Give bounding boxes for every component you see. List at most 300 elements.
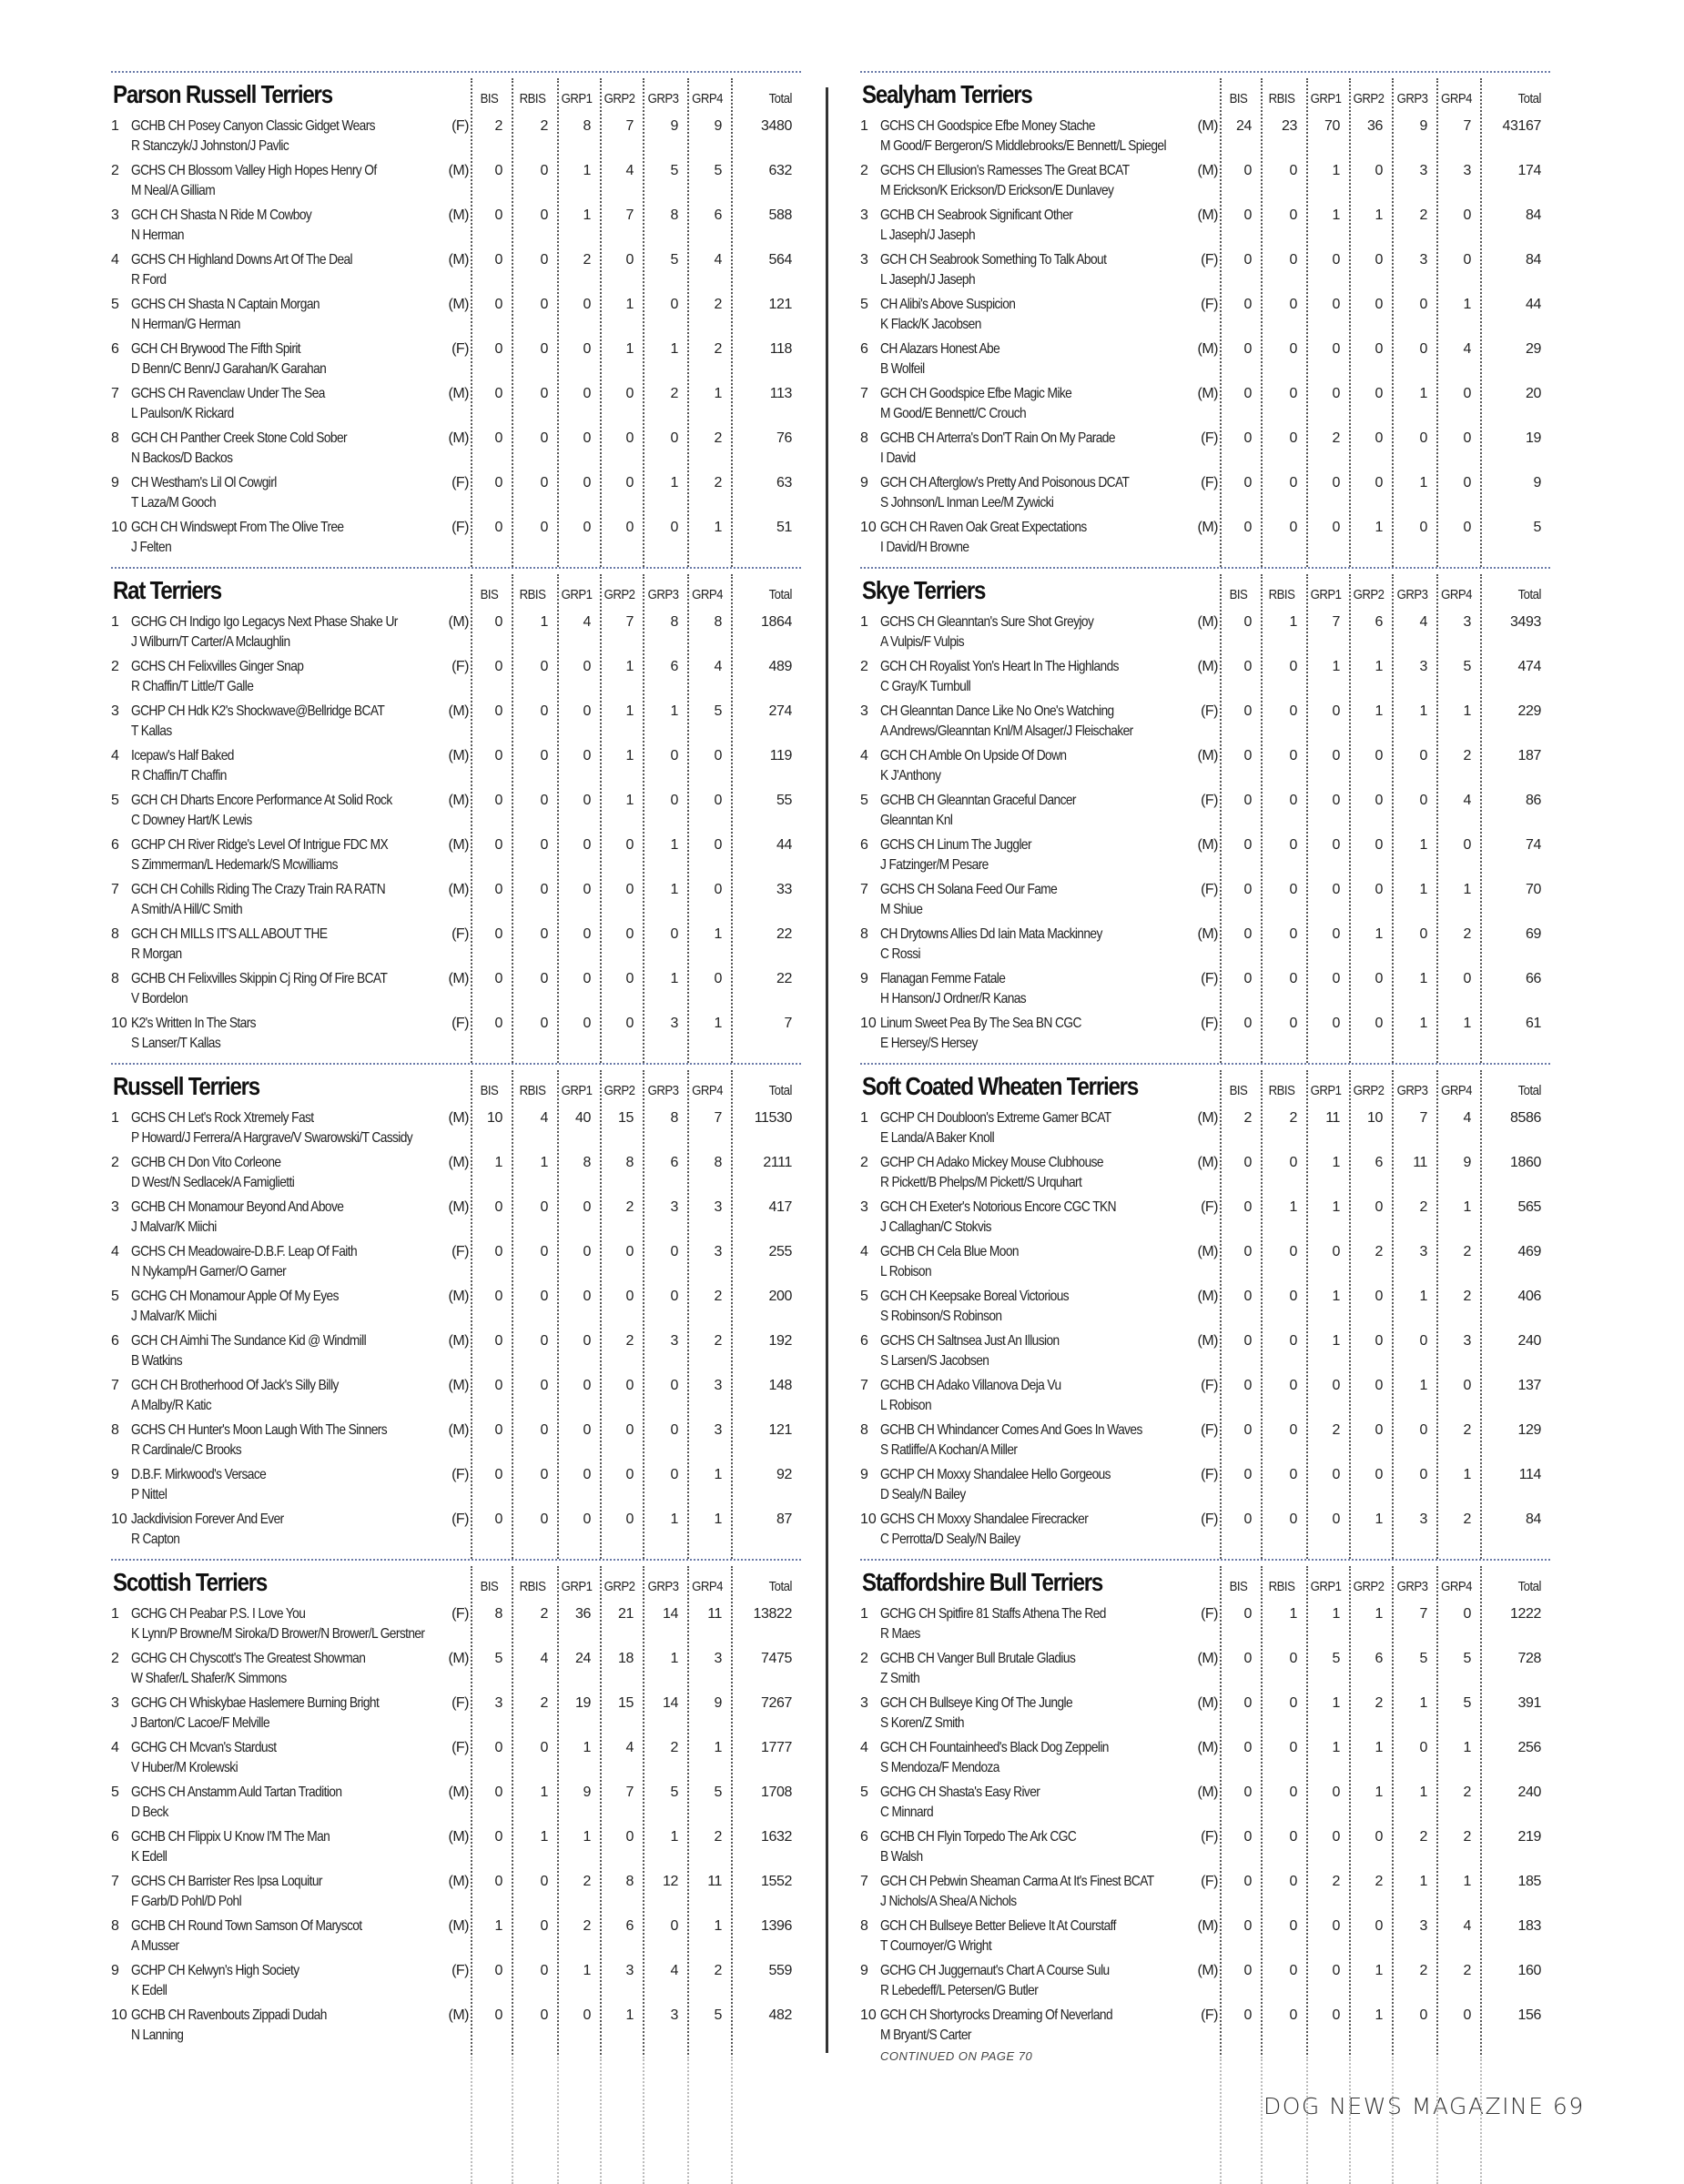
column-separator-tail	[643, 2057, 644, 2184]
stat-total: 51	[776, 520, 792, 535]
stat-grp4: 1	[1463, 1740, 1471, 1755]
ranking-entry	[860, 163, 1550, 207]
dog-name: GCHG CH Whiskybae Haslemere Burning Bright	[131, 1695, 380, 1711]
ranking-entry	[111, 520, 801, 563]
ranking-entry	[111, 430, 801, 474]
stat-grp1: 0	[583, 1199, 591, 1215]
stat-total: 7	[784, 1016, 792, 1031]
stat-rbis: 0	[1289, 297, 1297, 312]
column-separator-tail	[1480, 2057, 1482, 2184]
dog-name: GCHP CH River Ridge's Level Of Intrigue FDC MX	[131, 837, 389, 853]
stat-grp1: 1	[1332, 1199, 1340, 1215]
dog-name: CH Alibi's Above Suspicion	[880, 297, 1016, 312]
stat-bis: 0	[1243, 1155, 1252, 1170]
ranking-entry	[111, 386, 801, 430]
header-grp1: GRP1	[1310, 1579, 1342, 1594]
stat-bis: 0	[1243, 748, 1252, 763]
stat-grp2: 1	[1375, 2007, 1383, 2023]
dog-name: GCHS CH Solana Feed Our Fame	[880, 882, 1058, 897]
stat-rbis: 0	[540, 1016, 548, 1031]
stat-total: 33	[776, 882, 792, 897]
header-total: Total	[768, 587, 792, 602]
stat-rbis: 0	[540, 1874, 548, 1889]
entry-rank: 9	[860, 1467, 868, 1482]
stat-grp2: 18	[618, 1651, 634, 1666]
stat-bis: 0	[1243, 386, 1252, 401]
owner-names: J Callaghan/C Stokvis	[880, 1219, 991, 1235]
column-separator-tail	[731, 2057, 733, 2184]
stat-grp2: 1	[1375, 207, 1383, 223]
stat-grp2: 1	[1375, 1606, 1383, 1622]
stat-total: 7267	[761, 1695, 792, 1711]
stat-grp3: 0	[1419, 1740, 1427, 1755]
stat-bis: 0	[494, 1333, 502, 1349]
dog-name: GCH CH Aimhi The Sundance Kid @ Windmill	[131, 1333, 367, 1349]
stat-rbis: 0	[540, 1378, 548, 1393]
entry-rank: 1	[860, 1606, 868, 1622]
stat-grp2: 4	[625, 1740, 634, 1755]
stat-bis: 0	[494, 1467, 502, 1482]
stat-bis: 0	[494, 1244, 502, 1259]
owner-names: Z Smith	[880, 1671, 920, 1686]
ranking-entry	[860, 1918, 1550, 1962]
entry-rank: 6	[860, 341, 868, 357]
dog-name: GCH CH Dharts Encore Performance At Solid Rock	[131, 793, 392, 808]
stat-total: 113	[769, 386, 792, 401]
stat-bis: 0	[494, 1199, 502, 1215]
owner-names: N Backos/D Backos	[131, 450, 233, 466]
stat-grp4: 2	[1463, 926, 1471, 942]
stat-grp3: 0	[1419, 430, 1427, 446]
dog-name: GCHB CH Don Vito Corleone	[131, 1155, 281, 1170]
stat-grp1: 0	[1332, 1467, 1340, 1482]
dog-name: GCH CH Fountainheed's Black Dog Zeppelin	[880, 1740, 1109, 1755]
stat-total: 632	[768, 163, 792, 178]
owner-names: S Lanser/T Kallas	[131, 1036, 221, 1051]
ranking-entry	[860, 1606, 1550, 1650]
dog-sex: (M)	[448, 1378, 469, 1393]
stat-grp2: 0	[625, 1244, 634, 1259]
stat-grp3: 1	[670, 837, 678, 853]
section-header	[111, 1568, 801, 1601]
owner-names: L Robison	[880, 1398, 932, 1413]
stat-rbis: 0	[1289, 341, 1297, 357]
stat-rbis: 0	[1289, 1244, 1297, 1259]
entry-rank: 1	[111, 1110, 119, 1126]
stat-rbis: 0	[1289, 1016, 1297, 1031]
owner-names: M Good/F Bergeron/S Middlebrooks/E Bennett/L Spiegel	[880, 138, 1166, 154]
entry-rank: 4	[860, 1244, 868, 1259]
ranking-entry	[111, 1874, 801, 1917]
dog-sex: (M)	[1197, 1740, 1218, 1755]
owner-names: K Edell	[131, 1849, 167, 1865]
stat-grp3: 9	[1419, 118, 1427, 134]
column-separator-tail	[1349, 2057, 1351, 2184]
header-grp1: GRP1	[1310, 587, 1342, 602]
dog-sex: (F)	[1201, 1829, 1218, 1845]
stat-grp4: 2	[714, 430, 722, 446]
stat-grp2: 1	[625, 2007, 634, 2023]
stat-grp2: 0	[1375, 252, 1383, 268]
entry-rank: 10	[111, 1512, 127, 1527]
stat-grp2: 1	[625, 341, 634, 357]
dog-name: GCHS CH Shasta N Captain Morgan	[131, 297, 320, 312]
owner-names: A Smith/A Hill/C Smith	[131, 902, 243, 917]
stat-grp2: 0	[625, 386, 634, 401]
stat-bis: 0	[1243, 1695, 1252, 1711]
stat-grp1: 0	[1332, 1244, 1340, 1259]
stat-total: 20	[1526, 386, 1541, 401]
stat-grp3: 1	[1419, 1695, 1427, 1711]
stat-bis: 0	[1243, 207, 1252, 223]
dog-sex: (M)	[448, 748, 469, 763]
stat-grp3: 0	[670, 297, 678, 312]
dog-name: GCH CH Cohills Riding The Crazy Train RA RATN	[131, 882, 386, 897]
stat-bis: 0	[1243, 659, 1252, 674]
owner-names: R Ford	[131, 272, 167, 288]
dog-sex: (M)	[448, 297, 469, 312]
dog-name: GCHB CH Arterra's Don'T Rain On My Parade	[880, 430, 1115, 446]
header-grp3: GRP3	[647, 1083, 679, 1098]
stat-grp3: 1	[1419, 1874, 1427, 1889]
stat-grp3: 2	[1419, 1199, 1427, 1215]
stat-rbis: 0	[540, 882, 548, 897]
stat-grp4: 5	[714, 703, 722, 719]
stat-grp1: 0	[1332, 252, 1340, 268]
dog-sex: (M)	[1197, 1155, 1218, 1170]
stat-grp1: 0	[1332, 520, 1340, 535]
dog-name: GCHB CH Vanger Bull Brutale Gladius	[880, 1651, 1076, 1666]
stat-grp3: 8	[670, 1110, 678, 1126]
stat-grp3: 7	[1419, 1606, 1427, 1622]
entry-rank: 6	[111, 1829, 119, 1845]
owner-names: M Good/E Bennett/C Crouch	[880, 406, 1027, 421]
dog-sex: (M)	[448, 252, 469, 268]
header-grp3: GRP3	[647, 1579, 679, 1594]
stat-grp2: 7	[625, 1785, 634, 1800]
stat-grp3: 0	[1419, 1467, 1427, 1482]
header-grp2: GRP2	[1353, 1083, 1385, 1098]
stat-grp3: 0	[670, 748, 678, 763]
dog-sex: (M)	[448, 430, 469, 446]
stat-grp4: 1	[1463, 703, 1471, 719]
owner-names: F Garb/D Pohl/D Pohl	[131, 1894, 242, 1909]
stat-grp2: 0	[625, 837, 634, 853]
entry-rank: 8	[860, 430, 868, 446]
stat-grp2: 0	[625, 1016, 634, 1031]
stat-grp2: 0	[1375, 748, 1383, 763]
stat-grp2: 6	[625, 1918, 634, 1934]
dog-sex: (M)	[448, 1333, 469, 1349]
owner-names: L Paulson/K Rickard	[131, 406, 234, 421]
stat-rbis: 0	[1289, 207, 1297, 223]
stat-grp2: 0	[1375, 341, 1383, 357]
stat-grp1: 0	[1332, 1829, 1340, 1845]
stat-rbis: 0	[1289, 1785, 1297, 1800]
header-grp4: GRP4	[692, 587, 723, 602]
entry-rank: 6	[111, 1333, 119, 1349]
stat-total: 559	[768, 1963, 792, 1978]
dog-sex: (F)	[451, 1512, 469, 1527]
stat-grp1: 1	[1332, 1695, 1340, 1711]
stat-rbis: 0	[540, 520, 548, 535]
stat-bis: 0	[494, 703, 502, 719]
ranking-entry	[111, 118, 801, 162]
stat-grp3: 2	[1419, 207, 1427, 223]
stat-grp2: 0	[1375, 1289, 1383, 1304]
stat-grp3: 5	[670, 163, 678, 178]
stat-total: 63	[776, 475, 792, 490]
stat-bis: 1	[494, 1155, 502, 1170]
stat-total: 92	[776, 1467, 792, 1482]
stat-bis: 0	[1243, 1016, 1252, 1031]
stat-grp1: 0	[583, 386, 591, 401]
entry-rank: 2	[111, 1155, 119, 1170]
dog-sex: (F)	[1201, 1422, 1218, 1438]
stat-grp2: 1	[625, 659, 634, 674]
owner-names: K Flack/K Jacobsen	[880, 317, 981, 332]
stat-grp2: 0	[625, 520, 634, 535]
owner-names: M Shiue	[880, 902, 923, 917]
stat-rbis: 0	[540, 1422, 548, 1438]
owner-names: D Beck	[131, 1805, 168, 1820]
stat-grp3: 6	[670, 659, 678, 674]
breed-title: Scottish Terriers	[113, 1568, 268, 1596]
entry-rank: 2	[860, 1155, 868, 1170]
owner-names: W Shafer/L Shafer/K Simmons	[131, 1671, 287, 1686]
stat-total: 406	[1517, 1289, 1541, 1304]
stat-grp2: 1	[1375, 1785, 1383, 1800]
stat-bis: 0	[1243, 1651, 1252, 1666]
owner-names: Gleanntan Knl	[880, 813, 953, 828]
dog-sex: (F)	[1201, 2007, 1218, 2023]
stat-total: 7475	[761, 1651, 792, 1666]
stat-total: 564	[768, 252, 792, 268]
ranking-entry	[860, 520, 1550, 563]
dog-sex: (M)	[1197, 520, 1218, 535]
stat-grp1: 0	[1332, 1918, 1340, 1934]
stat-grp3: 4	[670, 1963, 678, 1978]
entry-rank: 3	[860, 1199, 868, 1215]
entry-rank: 1	[111, 118, 119, 134]
column-separator-tail	[687, 2057, 689, 2184]
entry-rank: 10	[860, 1512, 877, 1527]
dog-name: GCH CH Pebwin Sheaman Carma At It's Finest BCAT	[880, 1874, 1154, 1889]
stat-grp2: 0	[1375, 297, 1383, 312]
dog-name: GCH CH Royalist Yon's Heart In The Highlands	[880, 659, 1119, 674]
continued-note: CONTINUED ON PAGE 70	[880, 2049, 1033, 2063]
stat-bis: 0	[494, 926, 502, 942]
ranking-entry	[860, 207, 1550, 251]
stat-total: 1222	[1510, 1606, 1541, 1622]
dog-name: GCHS CH Ravenclaw Under The Sea	[131, 386, 325, 401]
stat-total: 274	[768, 703, 792, 719]
dog-sex: (M)	[448, 1874, 469, 1889]
dog-sex: (M)	[448, 1651, 469, 1666]
stat-bis: 0	[494, 1785, 502, 1800]
stat-total: 22	[776, 971, 792, 986]
ranking-entry	[111, 1740, 801, 1784]
column-separator-tail	[1220, 2057, 1222, 2184]
dog-sex: (F)	[1201, 430, 1218, 446]
stat-grp2: 1	[625, 748, 634, 763]
stat-grp2: 0	[625, 1378, 634, 1393]
stat-bis: 0	[1243, 475, 1252, 490]
dog-name: GCHB CH Round Town Samson Of Maryscot	[131, 1918, 362, 1934]
stat-rbis: 0	[1289, 430, 1297, 446]
breed-section	[860, 1559, 1550, 2055]
dog-sex: (F)	[1201, 1199, 1218, 1215]
stat-grp3: 0	[670, 430, 678, 446]
stat-bis: 5	[494, 1651, 502, 1666]
owner-names: J Fatzinger/M Pesare	[880, 857, 989, 873]
header-grp3: GRP3	[1396, 1083, 1428, 1098]
owner-names: M Erickson/K Erickson/D Erickson/E Dunlavey	[880, 183, 1114, 198]
breed-title: Skye Terriers	[862, 576, 986, 604]
stat-grp2: 21	[618, 1606, 634, 1622]
entry-rank: 3	[111, 1695, 119, 1711]
stat-rbis: 0	[540, 2007, 548, 2023]
dog-sex: (M)	[1197, 1651, 1218, 1666]
stat-grp4: 2	[1463, 1829, 1471, 1845]
stat-grp4: 0	[1463, 252, 1471, 268]
ranking-entry	[111, 341, 801, 385]
dog-name: GCHB CH Monamour Beyond And Above	[131, 1199, 344, 1215]
ranking-entry	[111, 1695, 801, 1739]
stat-grp1: 0	[583, 793, 591, 808]
entry-rank: 2	[860, 1651, 868, 1666]
stat-total: 192	[768, 1333, 792, 1349]
ranking-entry	[111, 1785, 801, 1828]
stat-bis: 0	[494, 748, 502, 763]
dog-sex: (M)	[1197, 614, 1218, 630]
stat-grp1: 2	[1332, 1422, 1340, 1438]
stat-grp4: 3	[1463, 1333, 1471, 1349]
stat-rbis: 1	[540, 1155, 548, 1170]
owner-names: J Malvar/K Miichi	[131, 1219, 217, 1235]
dog-sex: (M)	[1197, 386, 1218, 401]
stat-grp4: 4	[1463, 793, 1471, 808]
dog-sex: (M)	[448, 1918, 469, 1934]
breed-title: Soft Coated Wheaten Terriers	[862, 1072, 1139, 1100]
stat-grp1: 1	[1332, 1155, 1340, 1170]
column-separator-tail	[1392, 2057, 1394, 2184]
stat-total: 86	[1526, 793, 1541, 808]
dog-name: GCH CH Raven Oak Great Expectations	[880, 520, 1087, 535]
breed-section	[111, 1559, 801, 2055]
ranking-entry	[860, 1422, 1550, 1466]
stat-grp4: 2	[1463, 1785, 1471, 1800]
stat-bis: 0	[1243, 971, 1252, 986]
dog-sex: (M)	[1197, 1695, 1218, 1711]
entry-rank: 2	[111, 163, 119, 178]
dog-sex: (M)	[448, 882, 469, 897]
stat-grp3: 3	[670, 1333, 678, 1349]
header-bis: BIS	[1229, 1083, 1248, 1098]
dog-sex: (M)	[1197, 1963, 1218, 1978]
header-grp2: GRP2	[604, 587, 635, 602]
header-grp4: GRP4	[1441, 1083, 1472, 1098]
ranking-entry	[860, 1829, 1550, 1873]
stat-grp1: 2	[583, 1918, 591, 1934]
stat-grp3: 3	[1419, 252, 1427, 268]
ranking-entry	[111, 1155, 801, 1198]
owner-names: R Pickett/B Phelps/M Pickett/S Urquhart	[880, 1175, 1082, 1190]
stat-rbis: 0	[1289, 1422, 1297, 1438]
header-grp2: GRP2	[604, 1579, 635, 1594]
stat-rbis: 0	[540, 793, 548, 808]
stat-grp3: 3	[1419, 1918, 1427, 1934]
owner-names: A Vulpis/F Vulpis	[880, 634, 964, 650]
stat-grp3: 0	[1419, 520, 1427, 535]
dog-name: GCHG CH Chyscott's The Greatest Showman	[131, 1651, 366, 1666]
stat-rbis: 0	[540, 659, 548, 674]
stat-grp2: 0	[1375, 1016, 1383, 1031]
owner-names: J Felten	[131, 540, 172, 555]
stat-bis: 0	[494, 297, 502, 312]
header-grp4: GRP4	[692, 1579, 723, 1594]
dog-name: GCH CH Amble On Upside Of Down	[880, 748, 1067, 763]
entry-rank: 5	[860, 793, 868, 808]
entry-rank: 4	[111, 252, 119, 268]
dog-sex: (F)	[451, 926, 469, 942]
entry-rank: 5	[860, 1289, 868, 1304]
header-total: Total	[768, 1579, 792, 1594]
stat-grp2: 1	[1375, 520, 1383, 535]
stat-grp4: 0	[1463, 837, 1471, 853]
header-grp2: GRP2	[1353, 91, 1385, 106]
entry-rank: 2	[111, 1651, 119, 1666]
stat-total: 229	[1517, 703, 1541, 719]
owner-names: P Nittel	[131, 1487, 167, 1502]
stat-total: 118	[769, 341, 792, 357]
stat-rbis: 0	[540, 1963, 548, 1978]
ranking-entry	[111, 748, 801, 792]
stat-grp1: 1	[583, 1829, 591, 1845]
stat-total: 44	[1526, 297, 1541, 312]
stat-grp3: 1	[670, 882, 678, 897]
stat-total: 482	[768, 2007, 792, 2023]
dog-sex: (F)	[451, 1606, 469, 1622]
entry-rank: 5	[860, 297, 868, 312]
stat-total: 2111	[763, 1155, 792, 1170]
dog-sex: (M)	[1197, 1244, 1218, 1259]
entry-rank: 7	[111, 882, 119, 897]
stat-grp3: 1	[1419, 971, 1427, 986]
stat-grp3: 0	[1419, 2007, 1427, 2023]
column-separator-tail	[471, 2057, 472, 2184]
stat-total: 417	[768, 1199, 792, 1215]
stat-total: 22	[776, 926, 792, 942]
stat-grp2: 0	[625, 475, 634, 490]
ranking-entry	[111, 1606, 801, 1650]
stat-grp4: 1	[714, 520, 722, 535]
entry-rank: 3	[860, 207, 868, 223]
stat-bis: 0	[494, 793, 502, 808]
owner-names: L Jaseph/J Jaseph	[880, 228, 976, 243]
stat-bis: 24	[1236, 118, 1252, 134]
breed-section	[111, 567, 801, 1063]
section-header	[111, 576, 801, 609]
section-header	[860, 1568, 1550, 1601]
stat-grp4: 2	[714, 1829, 722, 1845]
stat-grp2: 6	[1375, 614, 1383, 630]
stat-grp1: 1	[583, 1963, 591, 1978]
stat-total: 44	[776, 837, 792, 853]
stat-grp3: 3	[670, 1016, 678, 1031]
stat-grp2: 1	[625, 793, 634, 808]
stat-grp3: 1	[670, 703, 678, 719]
